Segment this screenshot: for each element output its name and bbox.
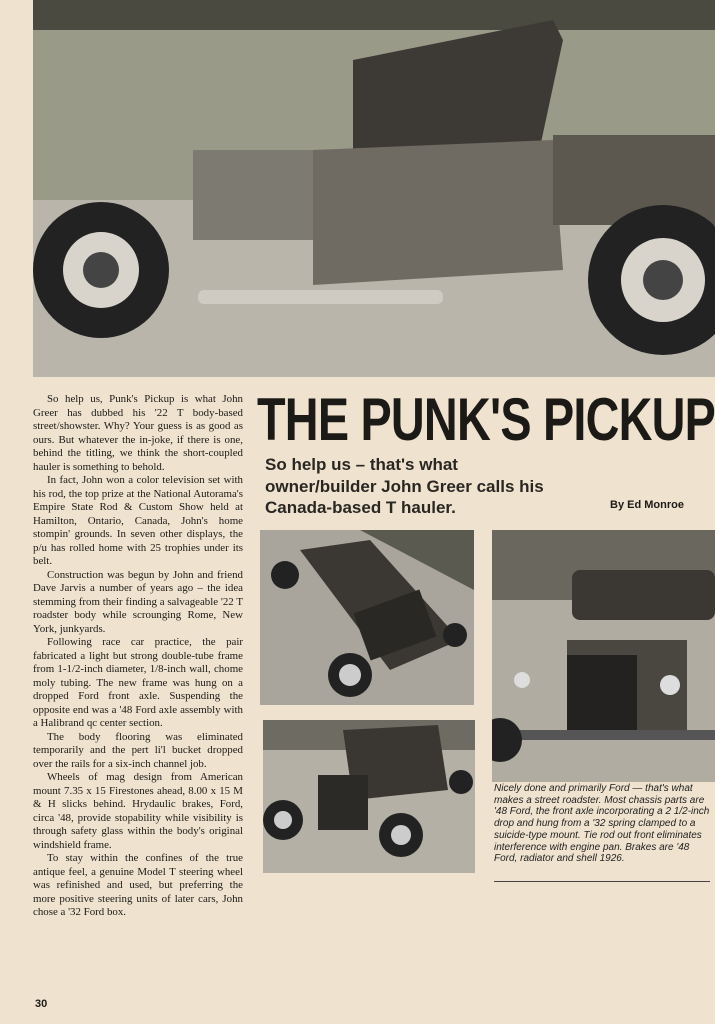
photo-caption: Nicely done and primarily Ford — that's what makes a street roadster. Most chassis parts are '48 Ford, the front axle incorporating a 2 1/2-inch drop and hung from a '32 spring clamped to a suicide-type mount. Tie rod out front eliminates interference with engine pan. Brakes are '48 Ford, radiator and shell 1926.: [494, 783, 710, 865]
page-number: 30: [35, 998, 48, 1010]
body-paragraph: The body flooring was eliminated temporarily and the pert li'l bucket dropped over the rails for a six-inch channel job.: [33, 730, 243, 770]
hero-photo: [33, 0, 715, 377]
byline: By Ed Monroe: [610, 499, 684, 511]
body-paragraph: To stay within the confines of the true antique feel, a genuine Model T steering wheel was refinished and used, but preferring the more positive steering units of later cars, John chose a '32 Ford box.: [33, 852, 243, 918]
body-paragraph: Construction was begun by John and friend Dave Jarvis a number of years ago – the idea stemming from their finding a salvageable '22 T roadster body while scrounging Rome, New York, junkyards.: [33, 568, 243, 635]
article-body: [33, 393, 243, 920]
body-paragraph: So help us, Punk's Pickup is what John Greer has dubbed his '22 T body-based street/showster. Why? Your guess is as good as ours. But whatever the in-joke, if there is one, behind the titling, we think the short-coupled hauler is something to behold.: [33, 393, 243, 473]
front-quarter-photo: [263, 720, 475, 873]
grille-photo: [492, 530, 715, 782]
body-paragraph: Following race car practice, the pair fabricated a light but strong double-tube frame from 1-1/2-inch diameter, 1/8-inch wall, chome moly tubing. The new frame was hung on a dropped Ford front axle. Suspending the opposite end was a '48 Ford axle assembly with a Halibrand qc center section.: [33, 636, 243, 729]
article-title: THE PUNK'S PICKUP: [257, 386, 715, 453]
body-paragraph: Wheels of mag design from American mount 7.35 x 15 Firestones ahead, 8.00 x 15 M & H slicks behind. Hrydaulic brakes, Ford, circa '48, provide stopability while visibility is through safety glass within the body's original windshield frame.: [33, 771, 243, 851]
overhead-photo: [260, 530, 474, 705]
body-paragraph: In fact, John won a color television set with his rod, the top prize at the National Autorama's Empire State Rod & Custom Show held at Hamilton, Ontario, Canada, John's home stompin' grounds. In seven other displays, the p/u has rolled home with 25 trophies under its belt.: [33, 474, 243, 567]
caption-divider: [494, 881, 710, 882]
article-subtitle: So help us – that's what owner/builder John Greer calls his Canada-based T hauler.: [265, 455, 544, 517]
